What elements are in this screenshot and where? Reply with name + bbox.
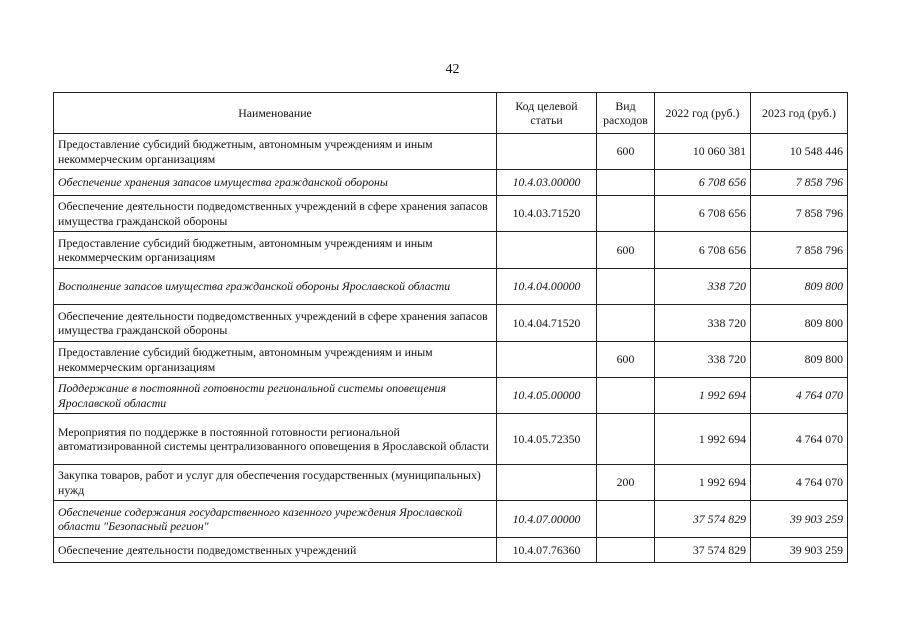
header-year-2022: 2022 год (руб.) [655,93,751,134]
cell-name: Обеспечение содержания государственного казенного учреждения Ярославской области "Безопасный регион" [54,501,497,538]
cell-code: 10.4.05.00000 [497,378,597,414]
table-row [54,378,848,414]
cell-name: Обеспечение деятельности подведомственных учреждений в сфере хранения запасов имущества гражданской обороны [54,196,497,232]
cell-code: 10.4.04.00000 [497,269,597,305]
cell-code: 10.4.05.72350 [497,414,597,465]
cell-expense-type: 200 [597,465,655,501]
cell-expense-type: 600 [597,232,655,269]
cell-name: Обеспечение деятельности подведомственных учреждений [54,538,497,563]
cell-year-2022: 6 708 656 [655,196,751,232]
cell-expense-type [597,170,655,196]
header-name: Наименование [54,93,497,134]
cell-code: 10.4.07.00000 [497,501,597,538]
cell-year-2023: 4 764 070 [751,378,848,414]
table-row [54,232,848,269]
cell-name: Предоставление субсидий бюджетным, автономным учреждениям и иным некоммерческим организациям [54,134,497,170]
cell-year-2023: 7 858 796 [751,170,848,196]
cell-code [497,134,597,170]
cell-code [497,465,597,501]
budget-table [53,92,848,563]
table-row [54,342,848,378]
cell-year-2022: 338 720 [655,269,751,305]
table-row [54,305,848,342]
cell-year-2023: 809 800 [751,269,848,305]
cell-expense-type [597,269,655,305]
cell-year-2023: 7 858 796 [751,232,848,269]
table-row [54,538,848,563]
cell-year-2023: 4 764 070 [751,414,848,465]
table-row [54,465,848,501]
cell-year-2023: 10 548 446 [751,134,848,170]
cell-name: Поддержание в постоянной готовности региональной системы оповещения Ярославской области [54,378,497,414]
table-row [54,501,848,538]
cell-year-2022: 338 720 [655,305,751,342]
table-row [54,414,848,465]
cell-year-2022: 10 060 381 [655,134,751,170]
cell-year-2022: 1 992 694 [655,465,751,501]
cell-name: Мероприятия по поддержке в постоянной готовности региональной автоматизированной системы централизованного оповещения в Ярославской области [54,414,497,465]
table-row [54,196,848,232]
cell-year-2023: 39 903 259 [751,501,848,538]
page-number: 42 [445,62,460,77]
cell-code [497,342,597,378]
table-row [54,170,848,196]
cell-year-2023: 7 858 796 [751,196,848,232]
cell-year-2022: 1 992 694 [655,414,751,465]
cell-year-2022: 37 574 829 [655,501,751,538]
cell-name: Восполнение запасов имущества гражданской обороны Ярославской области [54,269,497,305]
cell-expense-type [597,378,655,414]
cell-expense-type [597,414,655,465]
cell-year-2023: 4 764 070 [751,465,848,501]
cell-year-2022: 6 708 656 [655,170,751,196]
table-row [54,269,848,305]
cell-expense-type [597,501,655,538]
cell-expense-type: 600 [597,342,655,378]
cell-name: Обеспечение хранения запасов имущества гражданской обороны [54,170,497,196]
cell-year-2023: 39 903 259 [751,538,848,563]
header-code: Код целевой статьи [497,93,597,134]
header-expense-type: Вид расходов [597,93,655,134]
cell-expense-type [597,305,655,342]
cell-year-2022: 37 574 829 [655,538,751,563]
header-year-2023: 2023 год (руб.) [751,93,848,134]
table-header-row [54,93,848,134]
cell-name: Предоставление субсидий бюджетным, автономным учреждениям и иным некоммерческим организациям [54,232,497,269]
cell-code: 10.4.03.00000 [497,170,597,196]
cell-code: 10.4.07.76360 [497,538,597,563]
cell-year-2022: 6 708 656 [655,232,751,269]
cell-code [497,232,597,269]
cell-expense-type [597,538,655,563]
cell-name: Предоставление субсидий бюджетным, автономным учреждениям и иным некоммерческим организациям [54,342,497,378]
cell-year-2022: 1 992 694 [655,378,751,414]
cell-expense-type: 600 [597,134,655,170]
cell-code: 10.4.04.71520 [497,305,597,342]
cell-code: 10.4.03.71520 [497,196,597,232]
cell-name: Обеспечение деятельности подведомственных учреждений в сфере хранения запасов имущества гражданской обороны [54,305,497,342]
cell-year-2022: 338 720 [655,342,751,378]
table-row [54,134,848,170]
cell-expense-type [597,196,655,232]
cell-year-2023: 809 800 [751,305,848,342]
cell-name: Закупка товаров, работ и услуг для обеспечения государственных (муниципальных) нужд [54,465,497,501]
cell-year-2023: 809 800 [751,342,848,378]
